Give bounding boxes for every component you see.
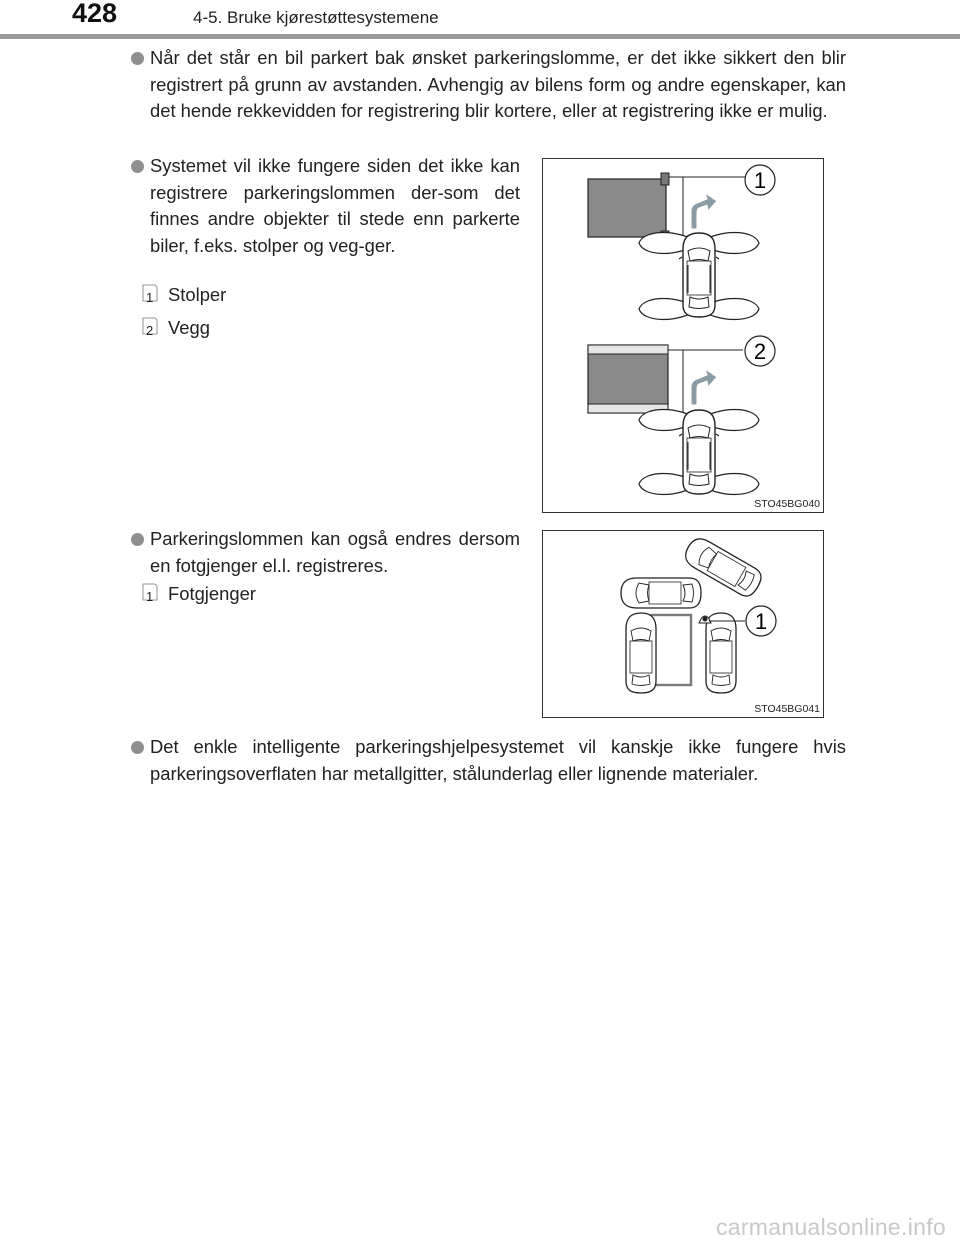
legend-number: 1 — [145, 584, 152, 610]
legend-item — [146, 581, 256, 607]
svg-text:2: 2 — [753, 339, 767, 364]
section-title: 4-5. Bruke kjørestøttesystemene — [193, 8, 439, 27]
figure-parking-obstacles — [542, 158, 824, 513]
pedestrian-diagram — [543, 531, 823, 717]
svg-text:1: 1 — [754, 609, 768, 634]
header-rule — [0, 34, 960, 39]
bullet-text: Det enkle intelligente parkeringshjelpesystemet vil kanskje ikke fungere hvis parkeringsoverflaten har metallgitter, stålunderlag eller lignende materialer. — [150, 736, 846, 784]
legend-label: Fotgjenger — [168, 583, 256, 604]
figure-code: STO45BG040 — [754, 498, 820, 510]
watermark: carmanualsonline.info — [715, 1214, 946, 1240]
bullet-item — [150, 153, 520, 259]
figure-pedestrian — [542, 530, 824, 718]
legend-number: 2 — [145, 318, 152, 344]
legend-label: Stolper — [168, 284, 227, 305]
legend-item — [146, 315, 210, 341]
legend-number: 1 — [145, 285, 152, 311]
parking-obstacles-diagram — [543, 159, 823, 512]
page-number: 428 — [72, 0, 118, 28]
bullet-item — [150, 45, 846, 125]
bullet-dot-icon — [131, 533, 144, 546]
bullet-text: Parkeringslommen kan også endres dersom en fotgjenger el.l. registreres. — [150, 528, 520, 576]
bullet-item — [150, 526, 520, 579]
bullet-dot-icon — [131, 52, 144, 65]
bullet-item — [150, 734, 846, 787]
page-header — [0, 0, 960, 40]
bullet-dot-icon — [131, 160, 144, 173]
legend-item — [146, 282, 227, 308]
bullet-text: Systemet vil ikke fungere siden det ikke kan registrere parkeringslommen der-som det finnes andre objekter til stede enn parkerte biler, f.eks. stolper og veg-ger. — [150, 155, 520, 256]
svg-text:1: 1 — [753, 168, 767, 193]
figure-code: STO45BG041 — [754, 703, 820, 715]
legend-label: Vegg — [168, 317, 210, 338]
bullet-dot-icon — [131, 741, 144, 754]
bullet-text: Når det står en bil parkert bak ønsket parkeringslomme, er det ikke sikkert den blir registrert på grunn av avstanden. Avhengig av bilens form og andre egenskaper, kan det hende rekkevidden for registrering blir kortere, eller at registrering ikke er mulig. — [150, 47, 846, 121]
